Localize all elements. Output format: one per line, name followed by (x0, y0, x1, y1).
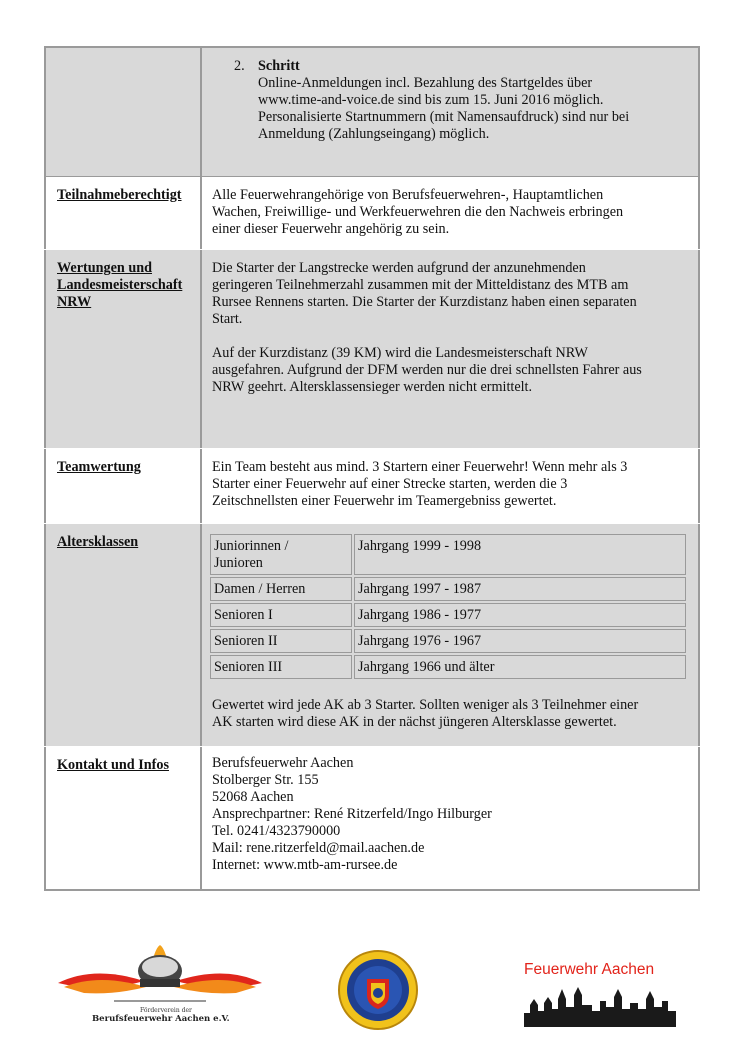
row-label-teilnahme: Teilnahmeberechtigt (44, 177, 202, 249)
row-label-kontakt: Kontakt und Infos (44, 747, 202, 889)
text-line: Gewertet wird jede AK ab 3 Starter. Sollten weniger als 3 Teilnehmer einer (212, 697, 639, 713)
row-value-teilnahme (202, 177, 700, 249)
text-line: AK starten wird diese AK in der nächst jüngeren Altersklasse gewertet. (212, 714, 617, 730)
text-line: geringeren Teilnehmerzahl zusammen mit der Mitteldistanz des MTB am (212, 277, 629, 293)
table-row (210, 603, 686, 627)
age-class-cell: Senioren I (210, 603, 352, 627)
logo-text: Feuerwehr Aachen (524, 961, 655, 978)
age-class-cell: Juniorinnen / Junioren (210, 534, 352, 575)
row-value-kontakt (202, 747, 700, 889)
text-line: Die Starter der Langstrecke werden aufgrund der anzunehmenden (212, 260, 586, 276)
step-number: 2. (234, 58, 245, 74)
age-year-cell: Jahrgang 1999 - 1998 (354, 534, 686, 575)
row-kontakt (44, 746, 700, 889)
row-teilnahme (44, 176, 700, 249)
contact-email: Mail: rene.ritzerfeld@mail.aachen.de (212, 840, 425, 856)
row-alter (44, 523, 700, 746)
table-row (210, 577, 686, 601)
row-schritt (44, 48, 700, 176)
row-value-alter (202, 524, 700, 746)
text-line: Starter einer Feuerwehr auf einer Strecke starten, werden die 3 (212, 476, 568, 492)
age-class-table (208, 532, 688, 681)
step-line: www.time-and-voice.de sind bis zum 15. Juni 2016 möglich. (258, 92, 604, 108)
age-year-cell: Jahrgang 1986 - 1977 (354, 603, 686, 627)
row-label-team: Teamwertung (44, 449, 202, 523)
text-line: ausgefahren. Aufgrund der DFM werden nur die drei schnellsten Fahrer aus (212, 362, 642, 378)
table-row (210, 655, 686, 679)
text-line: Start. (212, 311, 243, 327)
age-class-cell: Senioren II (210, 629, 352, 653)
row-value-team (202, 449, 700, 523)
text-line: einer dieser Feuerwehr angehörig zu sein. (212, 221, 450, 237)
contact-line: Stolberger Str. 155 (212, 772, 319, 788)
step-line: Personalisierte Startnummern (mit Namensaufdruck) sind nur bei (258, 109, 630, 125)
text-line: Alle Feuerwehrangehörige von Berufsfeuerwehren-, Hauptamtlichen (212, 187, 604, 203)
step-line: Anmeldung (Zahlungseingang) möglich. (258, 126, 490, 142)
age-class-cell: Damen / Herren (210, 577, 352, 601)
seal-icon (337, 949, 419, 1031)
contact-line: Berufsfeuerwehr Aachen (212, 755, 354, 771)
age-year-cell: Jahrgang 1966 und älter (354, 655, 686, 679)
age-year-cell: Jahrgang 1997 - 1987 (354, 577, 686, 601)
row-wertungen (44, 249, 700, 448)
text-line: Ein Team besteht aus mind. 3 Startern einer Feuerwehr! Wenn mehr als 3 (212, 459, 628, 475)
age-year-cell: Jahrgang 1976 - 1967 (354, 629, 686, 653)
text-line: Zeitschnellsten einer Feuerwehr im Teamergebniss gewertet. (212, 493, 557, 509)
age-class-cell: Senioren III (210, 655, 352, 679)
step-title: Schritt (258, 58, 300, 74)
contact-line: 52068 Aachen (212, 789, 294, 805)
info-table (44, 46, 700, 891)
text-line: Wachen, Freiwillige- und Werkfeuerwehren die den Nachweis erbringen (212, 204, 624, 220)
logo-line-2: Berufsfeuerwehr Aachen e.V. (92, 1014, 230, 1024)
step-item (212, 58, 690, 143)
row-team (44, 448, 700, 523)
sport-seal-logo (337, 949, 419, 1031)
table-row (210, 629, 686, 653)
step-line: Online-Anmeldungen incl. Bezahlung des Startgeldes über (258, 75, 593, 91)
foerderverein-logo (54, 943, 266, 1025)
row-label-empty (44, 48, 202, 176)
table-row (210, 534, 686, 575)
footer-logos (0, 935, 736, 1035)
row-label-wertungen: Wertungen und Landesmeisterschaft NRW (44, 250, 202, 448)
row-value-wertungen (202, 250, 700, 448)
flame-helmet-icon (54, 943, 266, 1009)
contact-website: Internet: www.mtb-am-rursee.de (212, 857, 398, 873)
text-line: Rursee Rennens starten. Die Starter der Kurzdistanz haben einen separaten (212, 294, 637, 310)
logo-line-1: Förderverein der (140, 1007, 192, 1014)
contact-line: Tel. 0241/4323790000 (212, 823, 341, 839)
contact-line: Ansprechpartner: René Ritzerfeld/Ingo Hilburger (212, 806, 492, 822)
text-line: Auf der Kurzdistanz (39 KM) wird die Landesmeisterschaft NRW (212, 345, 588, 361)
text-line: NRW geehrt. Altersklassensieger werden nicht ermittelt. (212, 379, 533, 395)
feuerwehr-aachen-logo (522, 959, 678, 1029)
row-value-schritt (202, 48, 700, 176)
row-label-alter: Altersklassen (44, 524, 202, 746)
